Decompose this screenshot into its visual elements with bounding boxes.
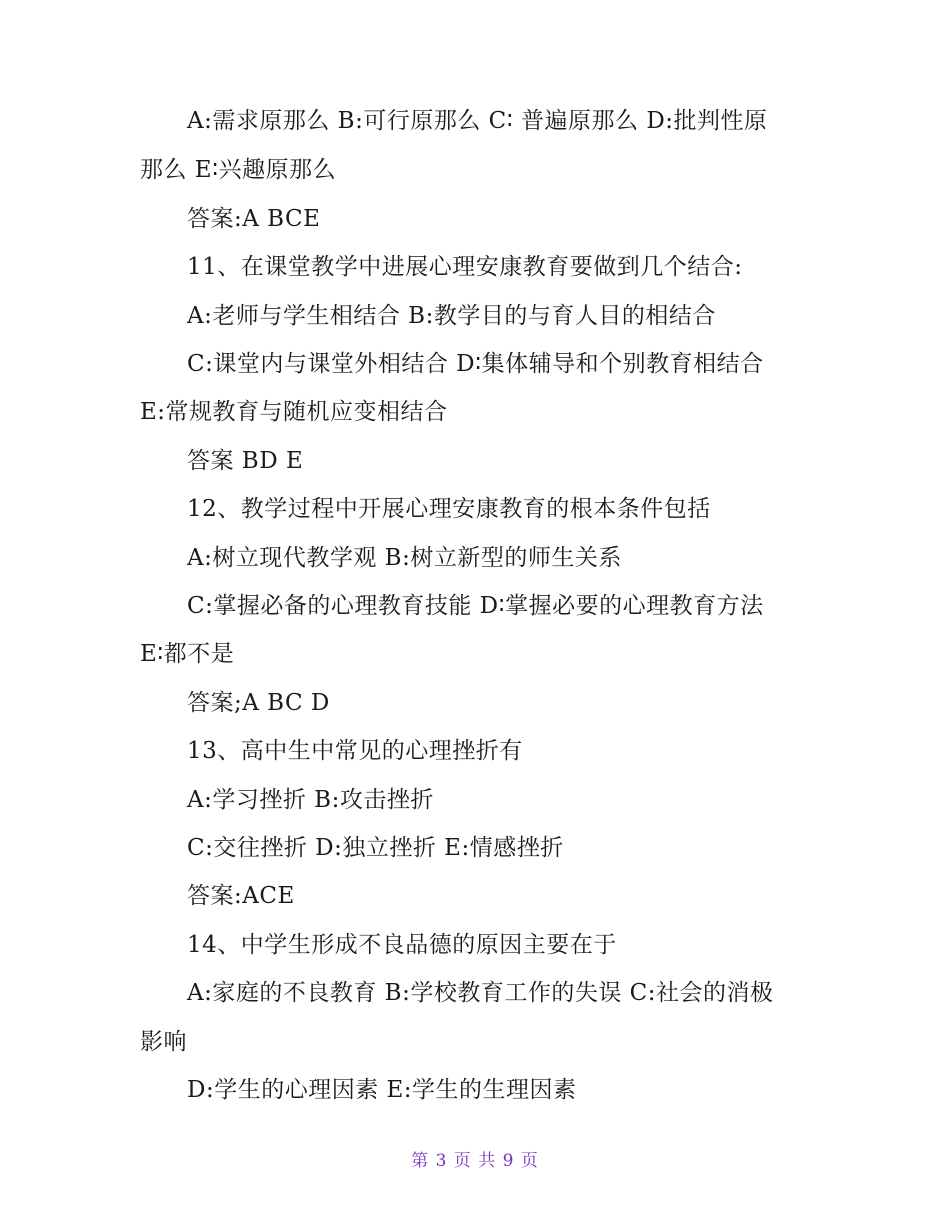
text-line: A:树立现代教学观 B:树立新型的师生关系 (187, 545, 622, 571)
text-line: A:老师与学生相结合 B:教学目的与育人目的相结合 (187, 303, 716, 329)
question-line: 11、在课堂教学中进展心理安康教育要做到几个结合: (187, 254, 743, 280)
text-line: E∶都不是 (140, 641, 235, 667)
text-line: A:需求原那么 B:可行原那么 C∶ 普遍原那么 D:批判性原 (187, 108, 768, 134)
page-number-footer: 第 3 页 共 9 页 (411, 1151, 539, 1171)
text-line: C:掌握必备的心理教育技能 D∶掌握必要的心理教育方法 (187, 593, 764, 619)
text-line: D:学生的心理因素 E:学生的生理因素 (187, 1077, 577, 1103)
text-line: 影响 (140, 1029, 187, 1055)
text-line: A:学习挫折 B:攻击挫折 (187, 787, 434, 813)
text-line: A:家庭的不良教育 B:学校教育工作的失误 C:社会的消极 (187, 980, 774, 1006)
question-line: 12、教学过程中开展心理安康教育的根本条件包括 (187, 496, 711, 522)
text-line: C:课堂内与课堂外相结合 D∶集体辅导和个别教育相结合 (187, 351, 764, 377)
question-line: 13、高中生中常见的心理挫折有 (187, 738, 523, 764)
answer-line: 答案 BD E (187, 448, 304, 474)
answer-line: 答案:A BCE (187, 206, 321, 232)
question-line: 14、中学生形成不良品德的原因主要在于 (187, 932, 617, 958)
text-line: C:交往挫折 D:独立挫折 E:情感挫折 (187, 835, 564, 861)
answer-line: 答案:ACE (187, 883, 295, 909)
answer-line: 答案;A BC D (187, 690, 330, 716)
text-line: E:常规教育与随机应变相结合 (140, 399, 448, 425)
text-line: 那么 E∶兴趣原那么 (140, 157, 337, 183)
